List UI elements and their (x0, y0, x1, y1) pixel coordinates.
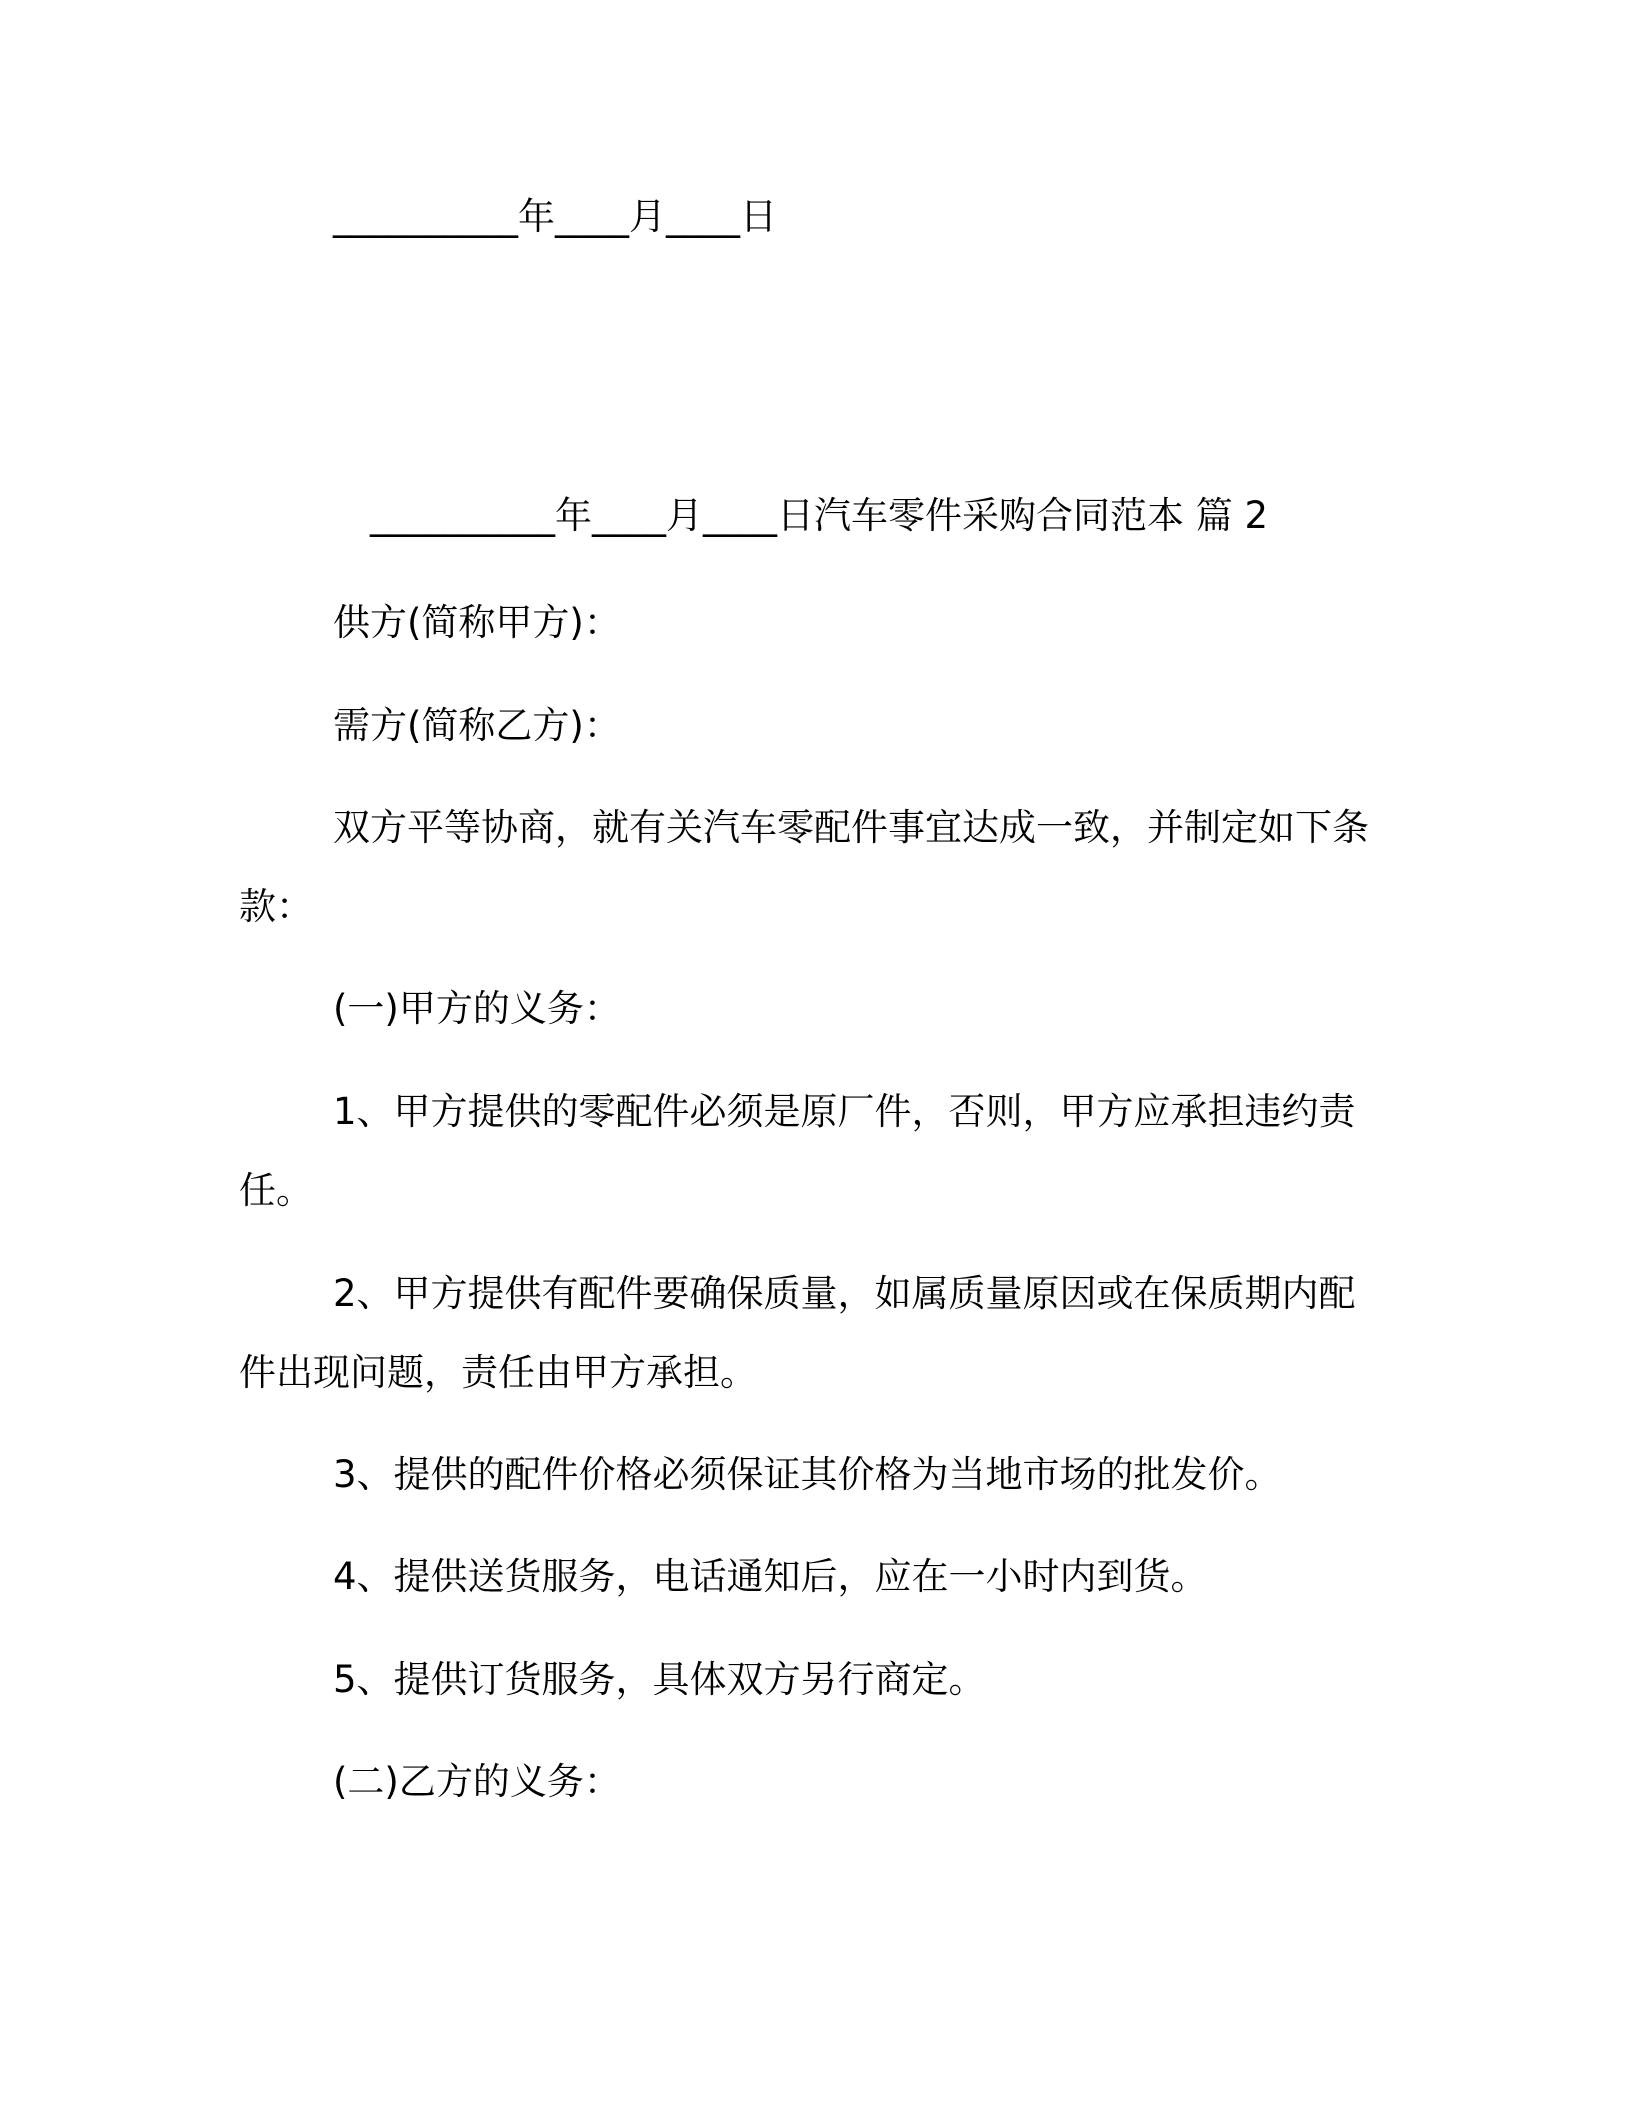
clause-4: 4、提供送货服务，电话通知后，应在一小时内到货。 (333, 1555, 1208, 1598)
supplier-line: 供方(简称甲方)： (333, 601, 621, 644)
clause-3: 3、提供的配件价格必须保证其价格为当地市场的批发价。 (333, 1453, 1282, 1496)
intro-paragraph-line-1: 双方平等协商，就有关汽车零配件事宜达成一致，并制定如下条 (333, 806, 1369, 849)
clause-2-line-1: 2、甲方提供有配件要确保质量，如属质量原因或在保质期内配 (333, 1272, 1356, 1315)
contract-heading: __________年____月____日汽车零件采购合同范本 篇 2 (370, 494, 1269, 537)
clause-5: 5、提供订货服务，具体双方另行商定。 (333, 1658, 986, 1701)
date-line: __________年____月____日 (333, 195, 777, 238)
clause-1-line-2: 任。 (239, 1169, 313, 1212)
clause-2-line-2: 件出现问题，责任由甲方承担。 (239, 1351, 757, 1394)
intro-paragraph-line-2: 款： (239, 885, 313, 928)
section-party-a-duties: (一)甲方的义务： (333, 987, 621, 1030)
clause-1-line-1: 1、甲方提供的零配件必须是原厂件，否则，甲方应承担违约责 (333, 1090, 1356, 1133)
section-party-b-duties: (二)乙方的义务： (333, 1760, 621, 1803)
buyer-line: 需方(简称乙方)： (333, 704, 621, 747)
